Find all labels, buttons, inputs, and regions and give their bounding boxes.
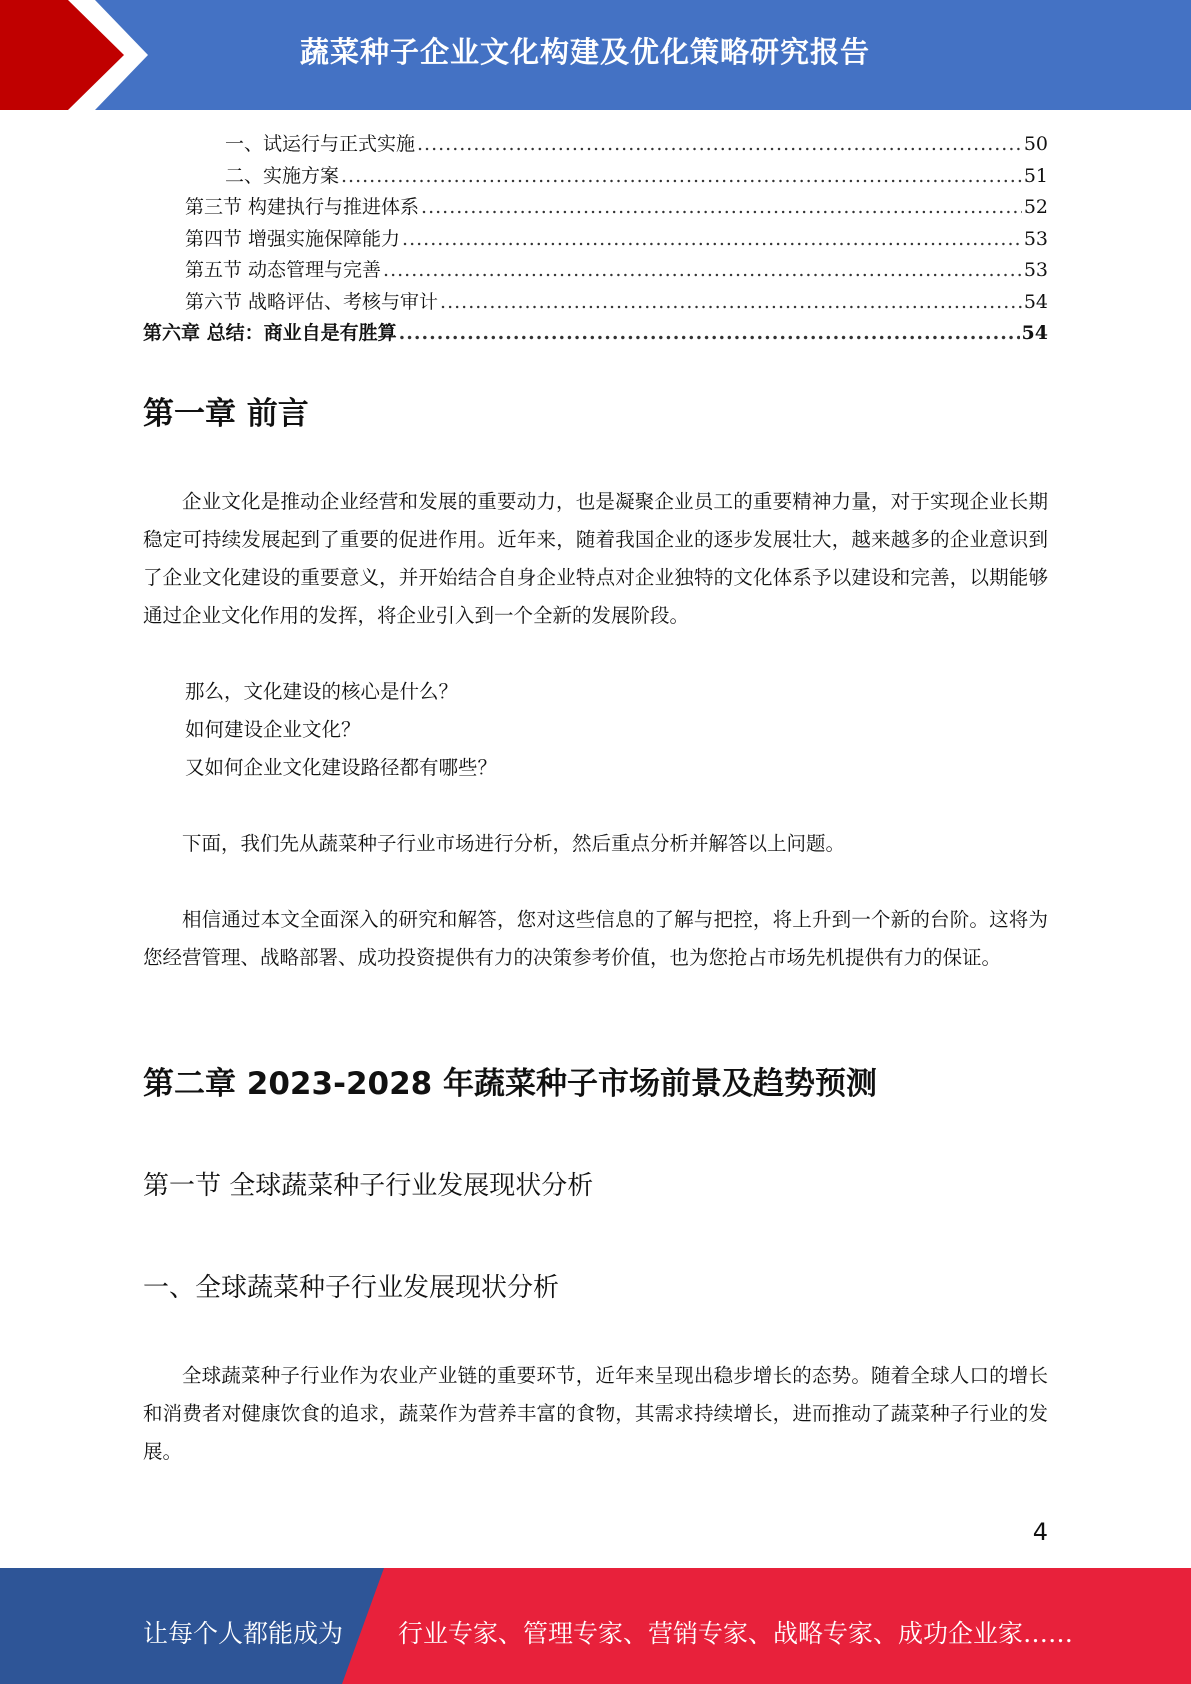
toc-entry[interactable]	[143, 255, 1048, 287]
footer-slogan-right: 行业专家、管理专家、营销专家、战略专家、成功企业家……	[398, 1619, 1074, 1648]
toc-leader-dots	[399, 318, 1020, 350]
toc-entry-label: 二、实施方案	[225, 164, 340, 187]
toc-entry-page: 53	[1023, 259, 1048, 281]
toc-leader-dots	[341, 161, 1022, 193]
page-number: 4	[1032, 1518, 1048, 1546]
toc-entry[interactable]	[143, 129, 1048, 161]
footer-slogan-left: 让每个人都能成为	[143, 1619, 344, 1648]
toc-leader-dots	[440, 287, 1022, 319]
subsection-title: 一、全球蔬菜种子行业发展现状分析	[143, 1273, 560, 1303]
toc-leader-dots	[383, 255, 1022, 287]
chapter-2-title: 第二章 2023-2028 年蔬菜种子市场前景及趋势预测	[143, 1066, 878, 1102]
header-banner	[0, 0, 1191, 110]
toc-entry-page: 52	[1023, 196, 1048, 218]
toc-entry[interactable]	[143, 192, 1048, 224]
toc-entry-label: 第三节 构建执行与推进体系	[185, 196, 420, 218]
footer-banner	[0, 1568, 1191, 1684]
toc-entry-page: 51	[1023, 164, 1048, 187]
toc-entry-label: 第六章 总结：商业自是有胜算	[143, 322, 397, 344]
toc-entry-label: 第六节 战略评估、考核与审计	[185, 290, 439, 313]
document-title: 蔬菜种子企业文化构建及优化策略研究报告	[300, 35, 871, 69]
toc-entry-label: 一、试运行与正式实施	[225, 133, 416, 155]
chapter-2-paragraph-1: 全球蔬菜种子行业作为农业产业链的重要环节，近年来呈现出稳步增长的态势。随着全球人口的增长和消费者对健康饮食的追求，蔬菜作为营养丰富的食物，其需求持续增长，进而推动了蔬菜种子行业的发展。	[143, 1364, 1048, 1463]
toc-leader-dots	[421, 192, 1022, 224]
toc-entry-page: 50	[1023, 133, 1048, 155]
toc-entry[interactable]	[143, 287, 1048, 319]
toc-entry-page: 54	[1023, 290, 1048, 313]
chapter-1-paragraph-1: 企业文化是推动企业经营和发展的重要动力，也是凝聚企业员工的重要精神力量，对于实现企业长期稳定可持续发展起到了重要的促进作用。近年来，随着我国企业的逐步发展壮大，越来越多的企业意识到了企业文化建设的重要意义，并开始结合自身企业特点对企业独特的文化体系予以建设和完善，以期能够通过企业文化作用的发挥，将企业引入到一个全新的发展阶段。	[143, 490, 1048, 627]
section-title: 第一节 全球蔬菜种子行业发展现状分析	[143, 1171, 594, 1201]
toc-entry-page: 54	[1021, 322, 1048, 344]
toc-entry-chapter[interactable]	[143, 318, 1048, 350]
chapter-1-paragraph-2: 下面，我们先从蔬菜种子行业市场进行分析，然后重点分析并解答以上问题。	[182, 832, 846, 855]
question-line: 如何建设企业文化？	[185, 718, 361, 741]
toc-entry-page: 53	[1023, 227, 1048, 250]
toc-entry-label: 第四节 增强实施保障能力	[185, 227, 401, 250]
toc-entry[interactable]	[143, 161, 1048, 193]
toc-entry-label: 第五节 动态管理与完善	[185, 259, 382, 281]
toc-leader-dots	[402, 224, 1022, 256]
question-line: 那么，文化建设的核心是什么？	[185, 680, 459, 703]
toc-entry[interactable]	[143, 224, 1048, 256]
toc-leader-dots	[417, 129, 1022, 161]
question-line: 又如何企业文化建设路径都有哪些？	[185, 756, 498, 779]
table-of-contents	[143, 129, 1048, 350]
chapter-1-title: 第一章 前言	[143, 396, 309, 432]
chapter-1-paragraph-3: 相信通过本文全面深入的研究和解答，您对这些信息的了解与把控，将上升到一个新的台阶。这将为您经营管理、战略部署、成功投资提供有力的决策参考价值，也为您抢占市场先机提供有力的保证。	[143, 908, 1048, 969]
